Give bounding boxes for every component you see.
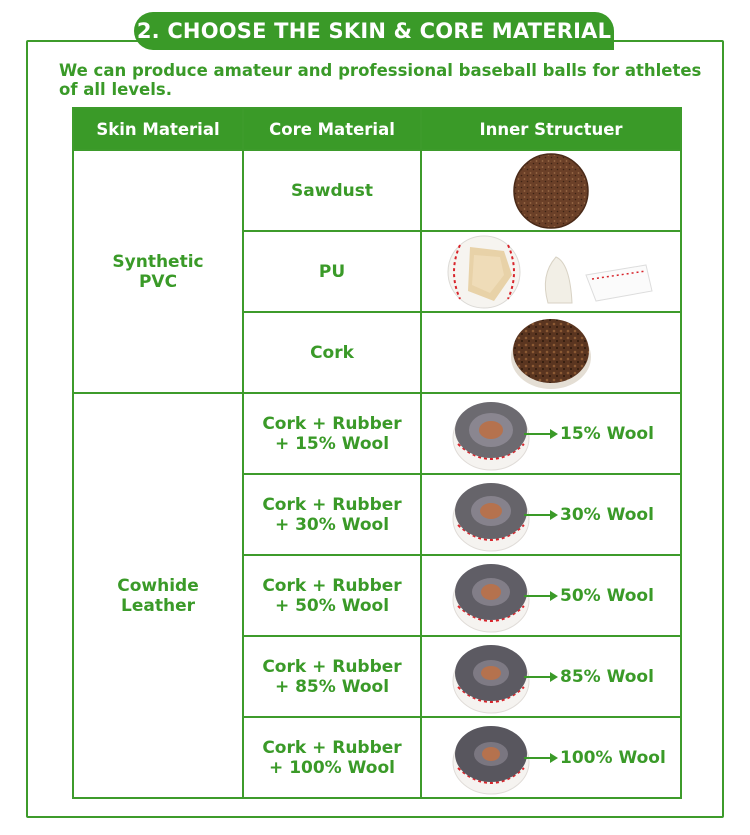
header-inner-structure: Inner Structuer [421, 108, 681, 150]
arrow-right-icon [524, 428, 558, 440]
skin-cell-synthetic-pvc [73, 150, 243, 393]
ball-cross-section-icon [452, 639, 530, 715]
inner-structure-cell [421, 636, 681, 717]
wool-diagram [422, 557, 680, 634]
core-cell [243, 474, 421, 555]
wool-diagram [422, 719, 680, 796]
core-cell [243, 393, 421, 474]
cork-core-image [422, 314, 680, 391]
wool-label: 50% Wool [560, 585, 654, 606]
core-cell [243, 150, 421, 231]
wool-diagram [422, 638, 680, 715]
inner-structure-cell [421, 312, 681, 393]
wool-diagram [422, 476, 680, 553]
table-row [73, 150, 681, 231]
sawdust-core-image [422, 152, 680, 229]
ball-cross-section-icon [452, 477, 530, 553]
core-cell [243, 555, 421, 636]
section-banner: 2. CHOOSE THE SKIN & CORE MATERIAL [134, 12, 614, 50]
table-header-row [73, 108, 681, 150]
wool-label: 15% Wool [560, 423, 654, 444]
ball-cross-section-icon [452, 396, 530, 472]
core-label: Cork + Rubber + 50% Wool [262, 575, 402, 616]
core-label: Cork + Rubber + 100% Wool [262, 737, 402, 778]
material-table [72, 107, 682, 799]
header-core-material: Core Material [243, 108, 421, 150]
wool-label: 100% Wool [560, 747, 666, 768]
inner-structure-cell [421, 717, 681, 798]
arrow-right-icon [524, 509, 558, 521]
core-cell [243, 636, 421, 717]
skin-label: Cowhide Leather [117, 575, 199, 616]
wool-diagram [422, 395, 680, 472]
inner-structure-cell [421, 474, 681, 555]
intro-text: We can produce amateur and professional baseball balls for athletes of all levels. [59, 61, 702, 99]
core-label: Cork + Rubber + 15% Wool [262, 413, 402, 454]
core-label: PU [318, 261, 346, 282]
ball-cross-section-icon [452, 720, 530, 796]
ball-cross-section-icon [452, 558, 530, 634]
skin-cell-cowhide-leather [73, 393, 243, 798]
core-cell [243, 312, 421, 393]
core-label: Cork + Rubber + 30% Wool [262, 494, 402, 535]
wool-label: 85% Wool [560, 666, 654, 687]
wool-label: 30% Wool [560, 504, 654, 525]
core-cell [243, 717, 421, 798]
arrow-right-icon [524, 671, 558, 683]
inner-structure-cell [421, 393, 681, 474]
inner-structure-cell [421, 231, 681, 312]
core-label: Cork + Rubber + 85% Wool [262, 656, 402, 697]
core-cell [243, 231, 421, 312]
core-label: Sawdust [291, 180, 373, 201]
table-row [73, 393, 681, 474]
inner-structure-cell [421, 150, 681, 231]
skin-label: Synthetic PVC [112, 251, 204, 292]
arrow-right-icon [524, 590, 558, 602]
arrow-right-icon [524, 752, 558, 764]
inner-structure-cell [421, 555, 681, 636]
pu-core-image [422, 233, 680, 310]
header-skin-material: Skin Material [73, 108, 243, 150]
core-label: Cork [310, 342, 354, 363]
